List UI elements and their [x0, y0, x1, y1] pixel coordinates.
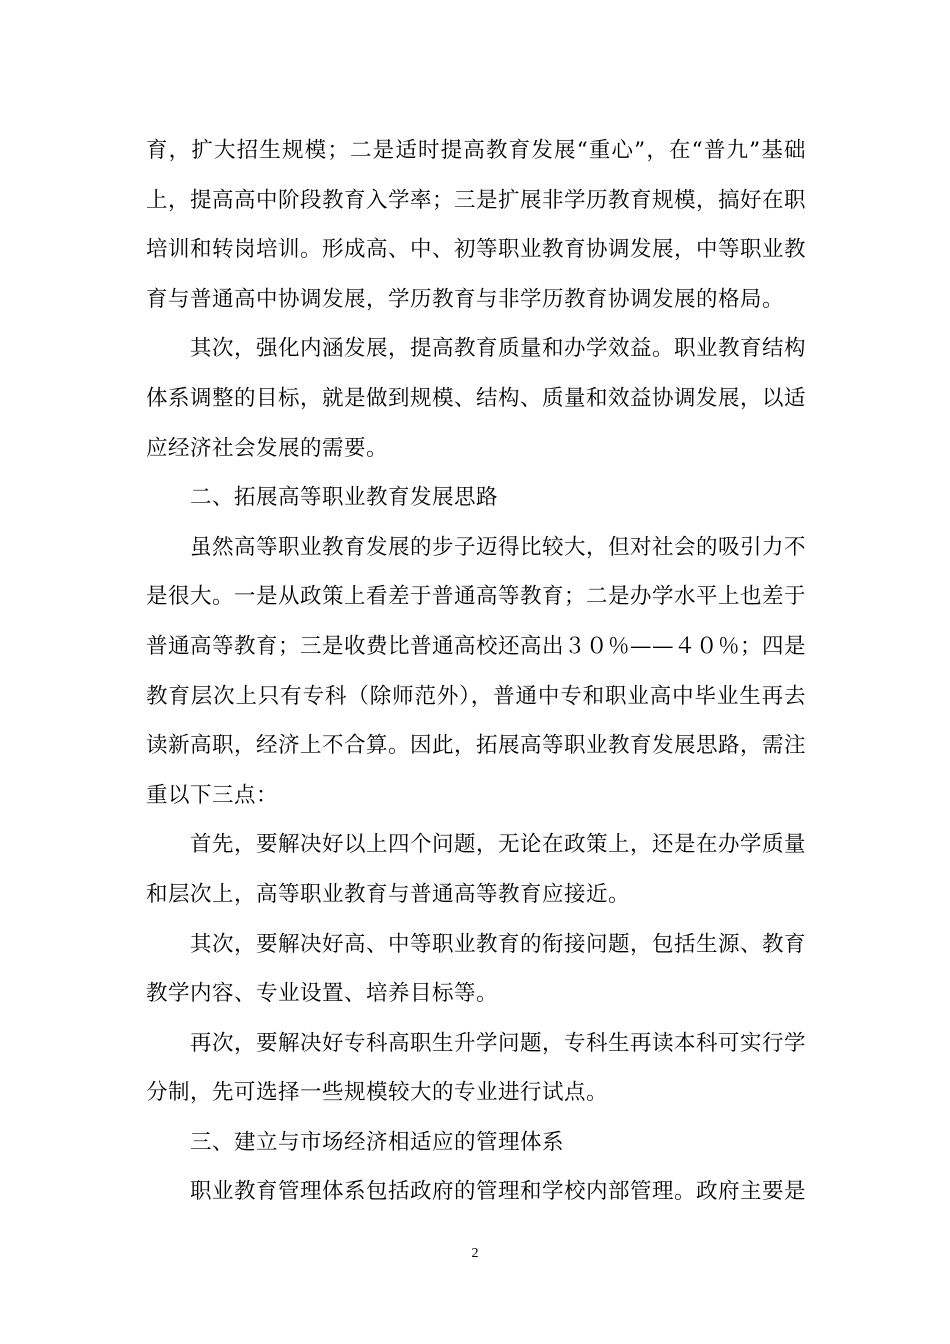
paragraph-6: 再次，要解决好专科高职生升学问题，专科生再读本科可实行学分制，先可选择一些规模较大的专业进行试点。	[146, 1030, 807, 1106]
page-number: 2	[471, 1246, 479, 1261]
paragraph-2: 其次，强化内涵发展，提高教育质量和办学效益。职业教育结构体系调整的目标，就是做到规模、结构、质量和效益协调发展，以适应经济社会发展的需要。	[146, 336, 807, 461]
section-heading-2: 二、拓展高等职业教育发展思路	[190, 485, 499, 511]
section-heading-3: 三、建立与市场经济相适应的管理体系	[190, 1129, 565, 1155]
paragraph-4: 首先，要解决好以上四个问题，无论在政策上，还是在办学质量和层次上，高等职业教育与普通高等教育应接近。	[146, 832, 807, 907]
paragraph-7: 职业教育管理体系包括政府的管理和学校内部管理。政府主要是	[190, 1179, 807, 1205]
paragraph-3: 虽然高等职业教育发展的步子迈得比较大，但对社会的吸引力不是很大。一是从政策上看差于普通高等教育；二是办学水平上也差于普通高等教育；三是收费比普通高校还高出３０％——４０％；四是教育层次上只有专科（除师范外），普通中专和职业高中毕业生再去读新高职，经济上不合算。因此，拓展高等职业教育发展思路，需注重以下三点：	[146, 534, 807, 808]
paragraph-1: 育，扩大招生规模；二是适时提高教育发展“重心”，在“普九”基础上，提高高中阶段教育入学率；三是扩展非学历教育规模，搞好在职培训和转岗培训。形成高、中、初等职业教育协调发展，中等职业教育与普通高中协调发展，学历教育与非学历教育协调发展的格局。	[146, 138, 807, 312]
paragraph-5: 其次，要解决好高、中等职业教育的衔接问题，包括生源、教育教学内容、专业设置、培养目标等。	[146, 931, 807, 1007]
body-text	[146, 126, 806, 1217]
